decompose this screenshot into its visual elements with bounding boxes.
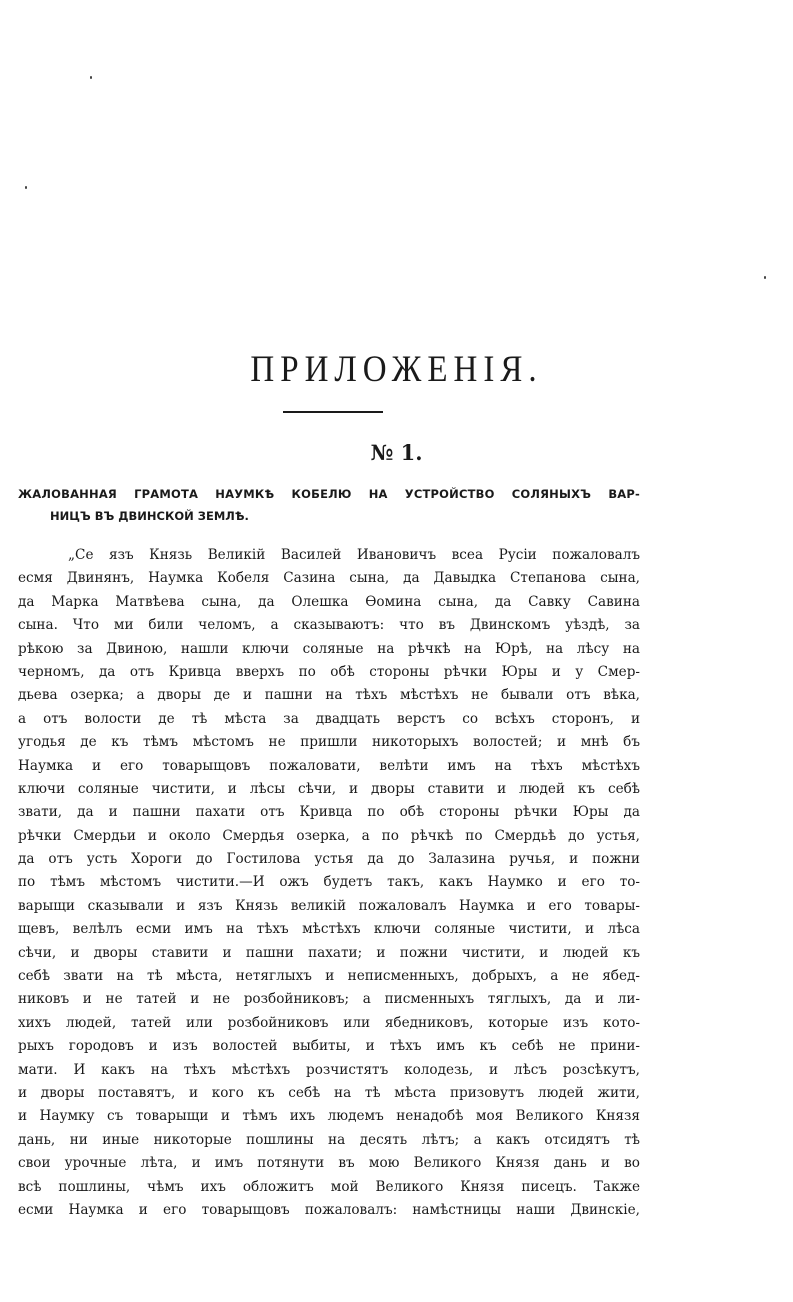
body-line: рѣчки Смердьи и около Смердья озерка, а по рѣчкѣ по Смердьѣ до устья, — [18, 827, 640, 844]
body-line: сѣчи, и дворы ставити и пашни пахати; и пожни чистити, и людей къ — [18, 944, 640, 961]
body-line: рыхъ городовъ и изъ волостей выбиты, и тѣхъ имъ къ себѣ не прини- — [18, 1038, 640, 1055]
body-line: а отъ волости де тѣ мѣста за двадцать верстъ со всѣхъ сторонъ, и — [18, 710, 640, 727]
body-line: и дворы поставятъ, и кого къ себѣ на тѣ мѣста призовутъ людей жити, — [18, 1084, 640, 1101]
heading-line: НИЦЪ ВЪ ДВИНСКОЙ ЗЕМЛѢ. — [50, 509, 249, 523]
heading-line: ЖАЛОВАННАЯ ГРАМОТА НАУМКѢ КОБЕЛЮ НА УСТРОЙСТВО СОЛЯНЫХЪ ВАР- — [18, 487, 640, 501]
scan-speck — [90, 76, 92, 79]
body-line: дьева озерка; а дворы де и пашни на тѣхъ мѣстѣхъ не бывали отъ вѣка, — [18, 687, 640, 704]
body-line: Наумка и его товарыщовъ пожаловати, велѣти имъ на тѣхъ мѣстѣхъ — [18, 757, 640, 774]
body-line: рѣкою за Двиною, нашли ключи соляные на рѣчкѣ на Юрѣ, на лѣсу на — [18, 640, 640, 657]
body-line: никовъ и не татей и не розбойниковъ; а писменныхъ тяглыхъ, да и ли- — [18, 991, 640, 1008]
body-line: угодья де къ тѣмъ мѣстомъ не пришли никоторыхъ волостей; и мнѣ бъ — [18, 734, 640, 751]
body-line: себѣ звати на тѣ мѣста, нетяглыхъ и неписменныхъ, добрыхъ, а не ябед- — [18, 968, 640, 985]
body-line: свои урочные лѣта, и имъ потянути въ мою Великого Князя дань и во — [18, 1155, 640, 1172]
body-line: и Наумку съ товарыщи и тѣмъ ихъ людемъ ненадобѣ моя Великого Князя — [18, 1108, 640, 1125]
body-line: „Се язъ Князь Великій Василей Ивановичъ всеа Русіи пожаловалъ — [68, 547, 640, 563]
body-line: звати, да и пашни пахати отъ Кривца по обѣ стороны рѣчки Юры да — [18, 804, 640, 821]
body-line: да отъ усть Хороги до Гостилова устья да до Залазина ручья, и пожни — [18, 851, 640, 868]
body-line: дань, ни иные никоторые пошлины на десять лѣтъ; а какъ отсидятъ тѣ — [18, 1131, 640, 1148]
body-line: по тѣмъ мѣстомъ чистити.—И ожъ будетъ такъ, какъ Наумко и его то- — [18, 874, 640, 891]
title-divider — [283, 411, 383, 413]
body-line: да Марка Матвѣева сына, да Олешка Ѳомина сына, да Савку Савина — [18, 593, 640, 610]
body-line: хихъ людей, татей или розбойниковъ или ябедниковъ, которые изъ кото- — [18, 1014, 640, 1031]
body-line: варыщи сказывали и язъ Князь великій пожаловалъ Наумка и его товары- — [18, 897, 640, 914]
body-line: есмя Двинянъ, Наумка Кобеля Сазина сына, да Давыдка Степанова сына, — [18, 570, 640, 587]
body-line: сына. Что ми били челомъ, а сказываютъ: что въ Двинскомъ уѣздѣ, за — [18, 617, 640, 634]
section-number: № 1. — [370, 440, 423, 465]
body-line: черномъ, да отъ Кривца вверхъ по обѣ стороны рѣчки Юры и у Смер- — [18, 663, 640, 680]
body-line: мати. И какъ на тѣхъ мѣстѣхъ розчистятъ колодезь, и лѣсъ розсѣкутъ, — [18, 1061, 640, 1078]
body-line: щевъ, велѣлъ есми имъ на тѣхъ мѣстѣхъ ключи соляные чистити, и лѣса — [18, 921, 640, 938]
page-title: ПРИЛОЖЕНІЯ. — [250, 349, 543, 391]
document-body — [18, 544, 640, 1222]
scan-speck — [25, 186, 27, 189]
body-line: всѣ пошлины, чѣмъ ихъ обложитъ мой Великого Князя писецъ. Также — [18, 1178, 640, 1195]
body-line: есми Наумка и его товарыщовъ пожаловалъ: намѣстницы наши Двинскіе, — [18, 1201, 640, 1218]
document-heading — [18, 483, 640, 527]
body-line: ключи соляные чистити, и лѣсы сѣчи, и дворы ставити и людей къ себѣ — [18, 780, 640, 797]
scan-speck — [764, 276, 766, 279]
